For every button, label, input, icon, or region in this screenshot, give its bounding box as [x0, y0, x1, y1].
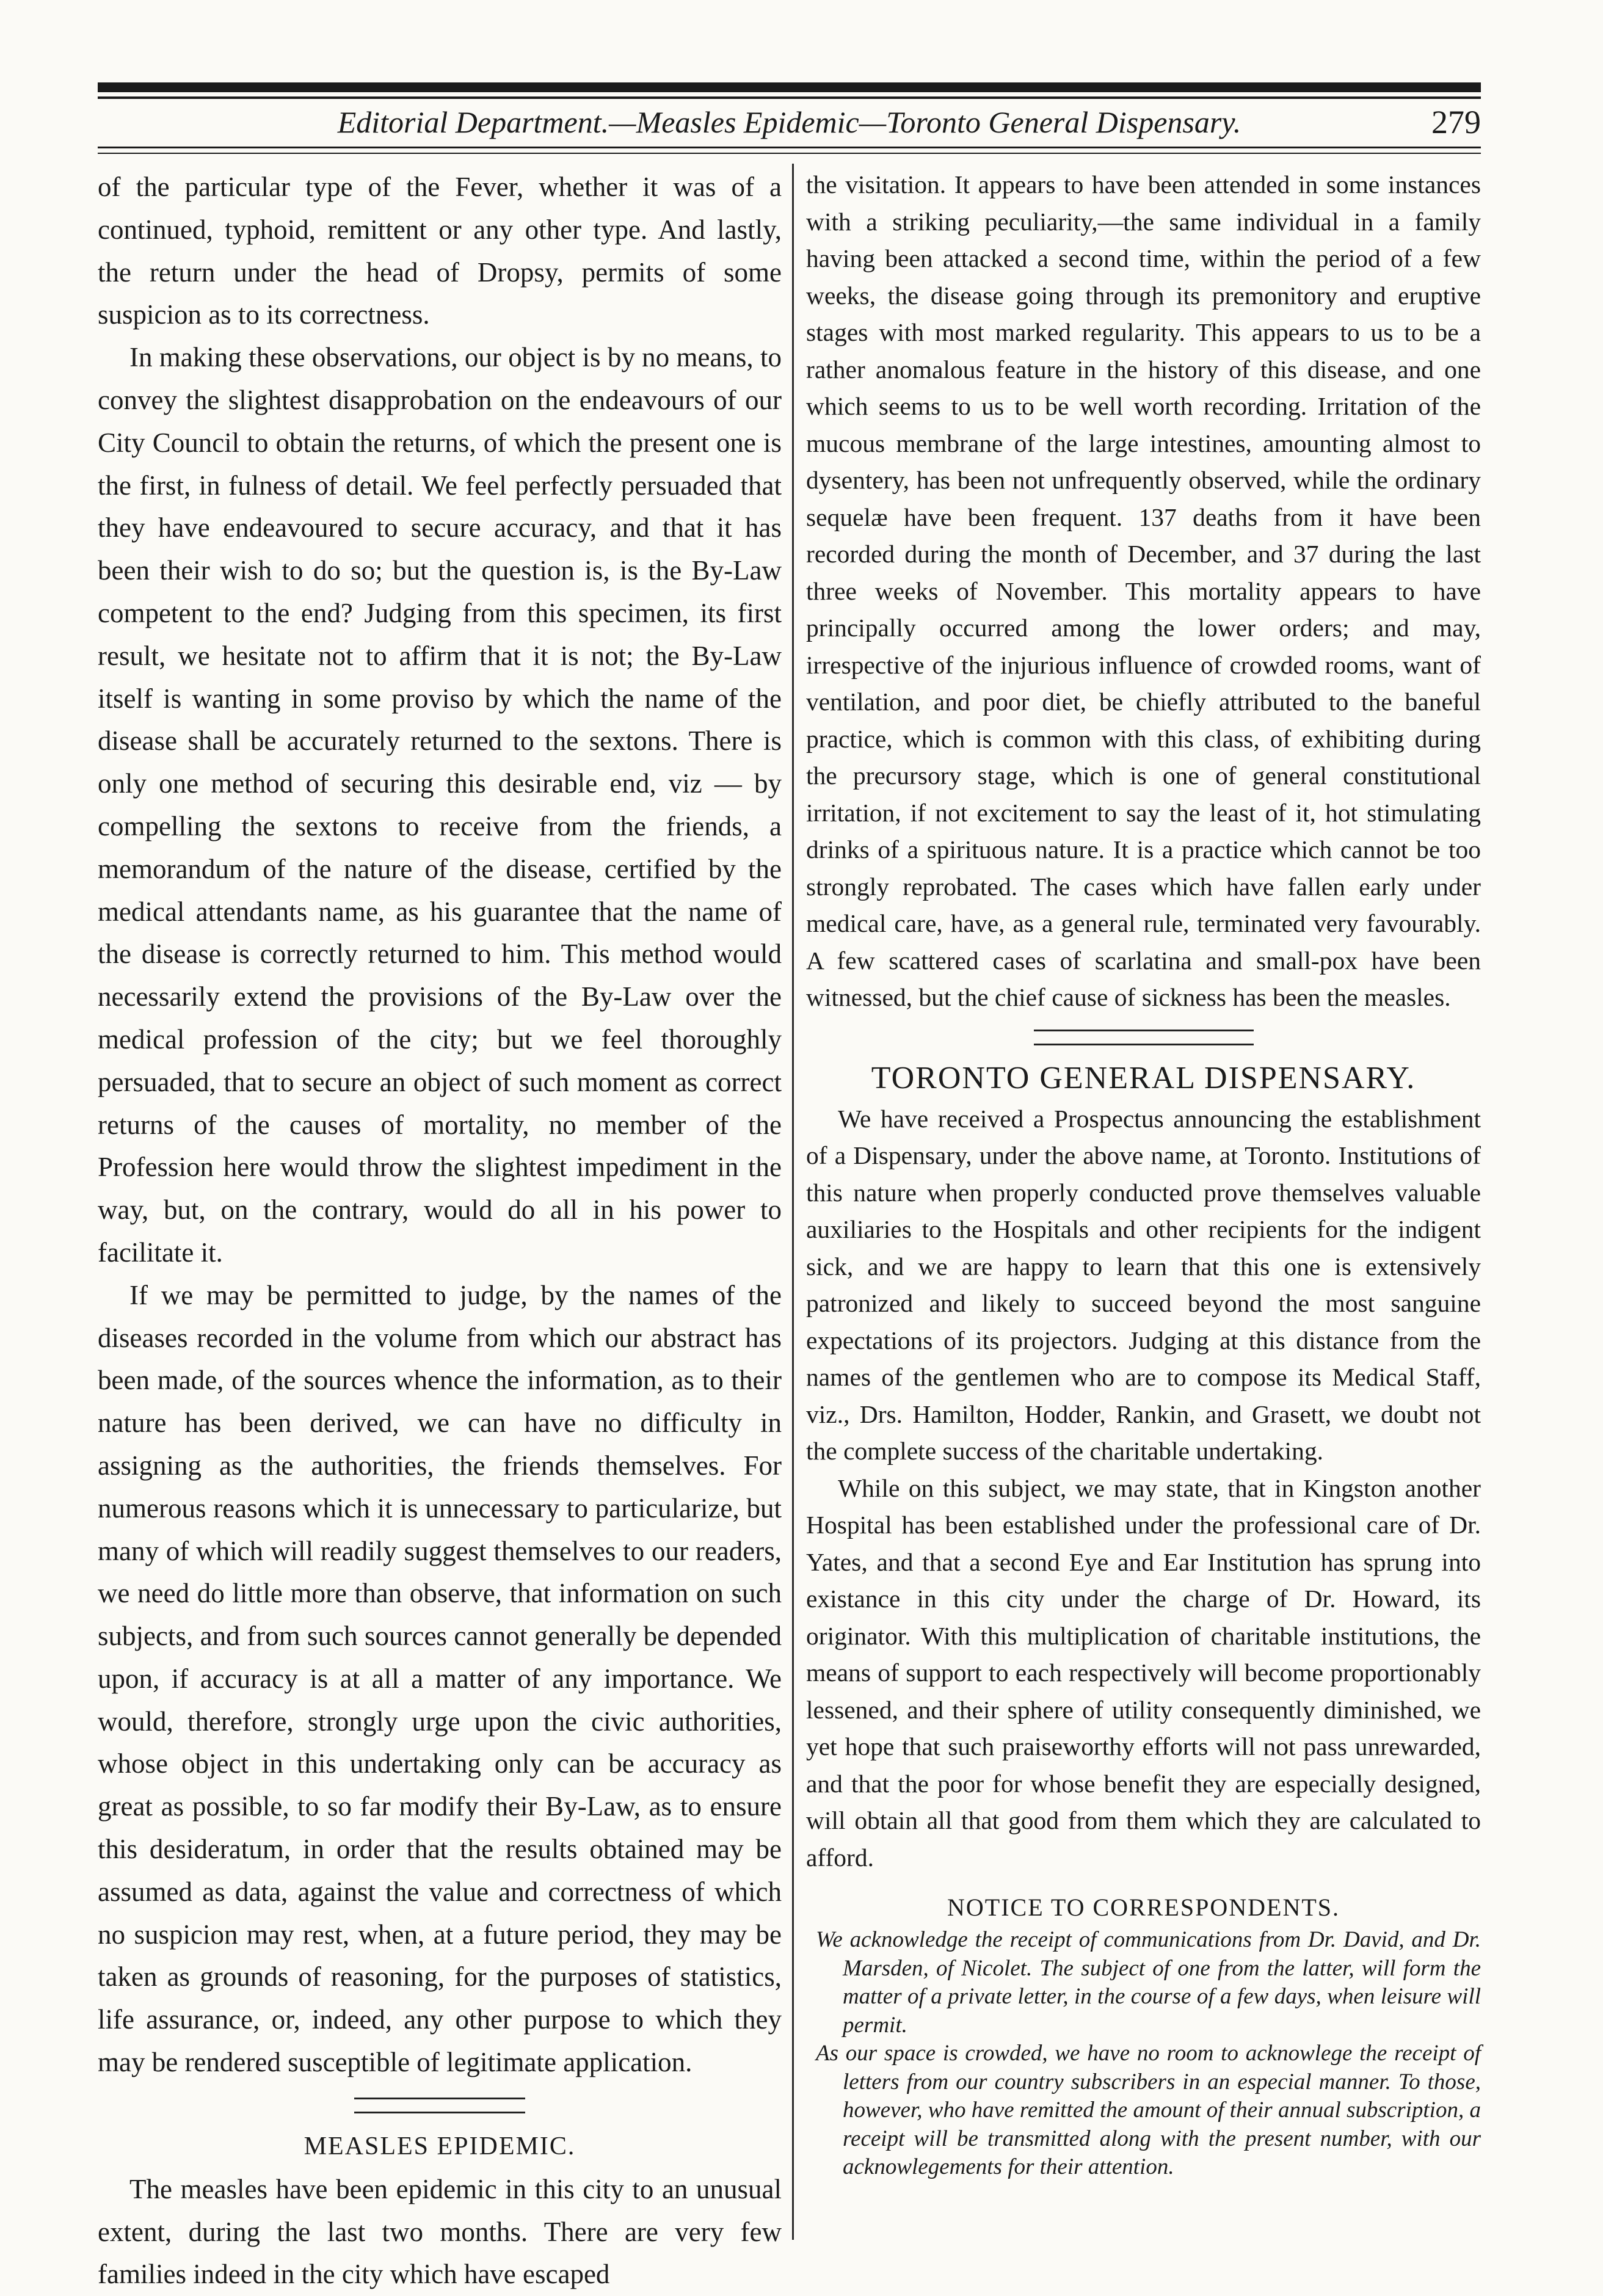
running-title: Editorial Department.—Measles Epidemic—Toronto General Dispensary.	[337, 105, 1241, 139]
fever-paragraph-end: of the particular type of the Fever, whether it was of a continued, typhoid, remittent or any other type. And lastly, the return under the head of Dropsy, permits of some suspicion as to its correctness.	[98, 172, 782, 330]
notice-heading: NOTICE TO CORRESPONDENTS.	[947, 1894, 1340, 1921]
measles-epidemic-heading: MEASLES EPIDEMIC.	[304, 2132, 576, 2160]
column-divider	[792, 164, 794, 2240]
measles-paragraph-start: The measles have been epidemic in this city to an unusual extent, during the last two months. There are very few families indeed in the city which have escaped	[98, 2173, 782, 2290]
right-column	[806, 166, 1481, 2236]
section-separator	[354, 2098, 525, 2113]
page-number: 279	[1431, 104, 1481, 140]
notice-item: We acknowledge the receipt of communications from Dr. David, and Dr. Marsden, of Nicolet. The subject of one from the latter, will form the matter of a private letter, in the course of a few days, when leisure will permit.	[816, 1927, 1481, 2038]
left-column	[98, 166, 782, 2290]
section-separator	[1034, 1030, 1254, 1045]
header-rule	[98, 147, 1481, 148]
running-header	[98, 101, 1481, 144]
disease-names-paragraph: If we may be permitted to judge, by the names of the diseases recorded in the volume from which our abstract has been made, of the sources whence the information, as to their nature has been derived, we can have no difficulty in assigning as the authorities, the friends themselves. For numerous reasons which it is unnecessary to particularize, but many of which will readily suggest themselves to our readers, we need do little more than observe, that information on such subjects, and from such sources cannot generally be depended upon, if accuracy is at all a matter of any importance. We would, therefore, strongly urge upon the civic authorities, whose object in this undertaking only can be accuracy as great as possible, to so far modify their By-Law, as to ensure this desideratum, in order that the results obtained may be assumed as data, against the value and correctness of which no suspicion may rest, when, at a future period, they may be taken as grounds of reasoning, for the purposes of statistics, life assurance, or, indeed, any other purpose to which they may be rendered susceptible of legitimate application.	[98, 1279, 782, 2078]
notice-to-correspondents	[806, 1926, 1481, 2182]
dispensary-paragraph: We have received a Prospectus announcing the establishment of a Dispensary, under the above name, at Toronto. Institutions of this nature when properly conducted prove themselves valuable auxiliaries to the Hospitals and other recipients for the indigent sick, and we are happy to learn that this one is extensively patronized and likely to succeed beyond the most sanguine expectations of its projectors. Judging at this distance from the names of the gentlemen who are to compose its Medical Staff, viz., Drs. Hamilton, Hodder, Rankin, and Grasett, we doubt not the complete success of the charitable undertaking.	[806, 1104, 1481, 1465]
top-border-rule	[98, 82, 1481, 92]
toronto-dispensary-heading: TORONTO GENERAL DISPENSARY.	[871, 1060, 1416, 1095]
kingston-hospital-paragraph: While on this subject, we may state, that in Kingston another Hospital has been established under the professional care of Dr. Yates, and that a second Eye and Ear Institution has sprung into existance in this city under the charge of Dr. Howard, its originator. With this multiplication of charitable institutions, the means of support to each respectively will become proportionably lessened, and their sphere of utility consequently diminished, we yet hope that such praiseworthy efforts will not pass unrewarded, and that the poor for whose benefit they are especially designed, will obtain all that good from them which they are calculated to afford.	[806, 1473, 1481, 1872]
top-border-rule-thin	[98, 96, 1481, 99]
observations-paragraph: In making these observations, our object is by no means, to convey the slightest disapprobation on the endeavours of our City Council to obtain the returns, of which the present one is the first, in fulness of detail. We feel perfectly persuaded that they have endeavoured to secure accuracy, and that it has been their wish to do so; but the question is, is the By-Law competent to the end? Judging from this specimen, its first result, we hesitate not to affirm that it is not; the By-Law itself is wanting in some proviso by which the name of the disease shall be accurately returned to the sextons. There is only one method of securing this desirable end, viz — by compelling the sextons to receive from the friends, a memorandum of the nature of the disease, certified by the medical attendants name, as his guarantee that the name of the disease is correctly returned to him. This method would necessarily extend the provisions of the By-Law over the medical profession of the city; but we feel thoroughly persuaded, that to secure an object of such moment as correct returns of the causes of mortality, no member of the Profession here would throw the slightest impediment in the way, but, on the contrary, would do all in his power to facilitate it.	[98, 342, 782, 1268]
notice-item: As our space is crowded, we have no room to acknowlege the receipt of letters from our country subscribers in an especial manner. To those, however, who have remitted the amount of their annual subscription, a receipt will be transmitted along with the present number, with our acknowlegements for their attention.	[816, 2041, 1481, 2179]
header-rule-thin	[98, 153, 1481, 154]
measles-paragraph-continued: the visitation. It appears to have been attended in some instances with a striking peculiarity,—the same individual in a family having been attacked a second time, within the period of a few weeks, the disease going through its premonitory and eruptive stages with most marked regularity. This appears to us to be a rather anomalous feature in the history of this disease, and one which seems to us to be well worth recording. Irritation of the mucous membrane of the large intestines, amounting almost to dysentery, has been not unfrequently observed, while the ordinary sequelæ have been frequent. 137 deaths from it have been recorded during the month of December, and 37 during the last three weeks of November. This mortality appears to have principally occurred among the lower orders; and may, irrespective of the injurious influence of crowded rooms, want of ventilation, and poor diet, be chiefly attributed to the baneful practice, which is common with this class, of exhibiting during the precursory stage, which is one of general constitutional irritation, if not excitement to say the least of it, hot stimulating drinks of a spirituous nature. It is a practice which cannot be too strongly reprobated. The cases which have fallen early under medical care, have, as a general rule, terminated very favourably. A few scattered cases of scarlatina and small-pox have been witnessed, but the chief cause of sickness has been the measles.	[806, 170, 1481, 1011]
